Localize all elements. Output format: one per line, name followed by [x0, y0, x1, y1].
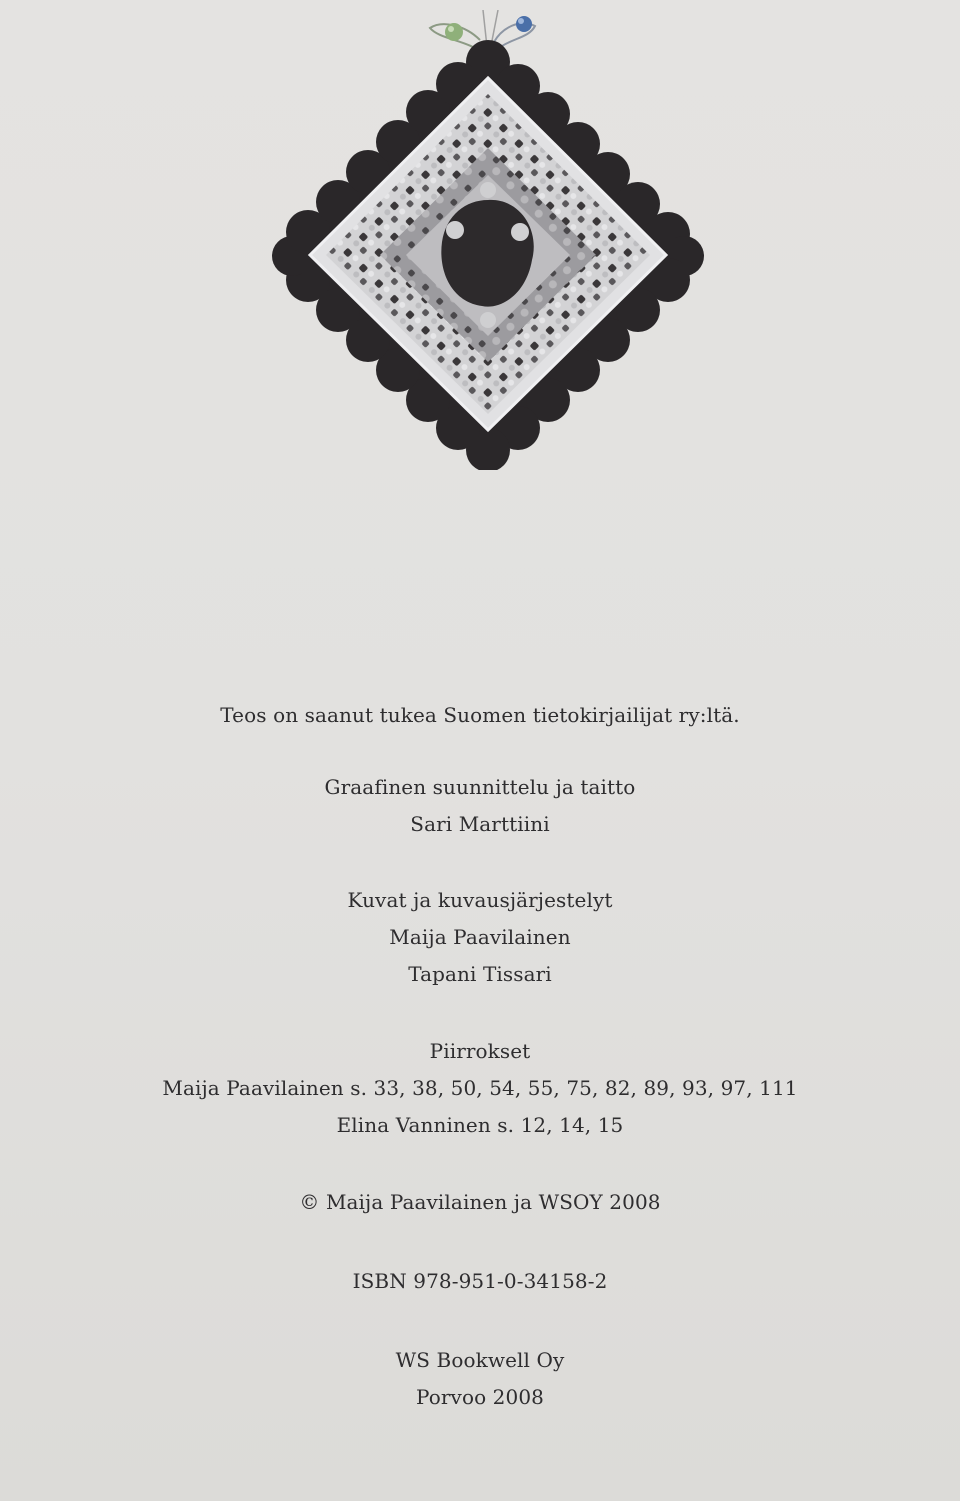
blue-bead — [516, 16, 532, 32]
granny-square — [310, 78, 666, 430]
drawings-credit: Maija Paavilainen s. 33, 38, 50, 54, 55, 75, 82, 89, 93, 97, 111 — [162, 1076, 798, 1100]
drawings-heading: Piirrokset — [429, 1039, 531, 1063]
design-heading: Graafinen suunnittelu ja taitto — [324, 775, 636, 799]
colophon — [0, 697, 960, 1416]
support-note: Teos on saanut tukea Suomen tietokirjailijat ry:ltä. — [220, 703, 740, 727]
photographer-name: Tapani Tissari — [408, 962, 552, 986]
photos-heading: Kuvat ja kuvausjärjestelyt — [347, 888, 613, 912]
designer-name: Sari Marttiini — [410, 812, 550, 836]
crochet-potholder-illustration — [270, 10, 710, 470]
copyright-notice: © Maija Paavilainen ja WSOY 2008 — [299, 1190, 661, 1214]
photographer-name: Maija Paavilainen — [389, 925, 571, 949]
printing-place-year: Porvoo 2008 — [416, 1385, 544, 1409]
drawings-credit: Elina Vanninen s. 12, 14, 15 — [336, 1113, 624, 1137]
green-bead — [445, 23, 463, 41]
isbn: ISBN 978-951-0-34158-2 — [352, 1269, 608, 1293]
printer-name: WS Bookwell Oy — [395, 1348, 565, 1372]
